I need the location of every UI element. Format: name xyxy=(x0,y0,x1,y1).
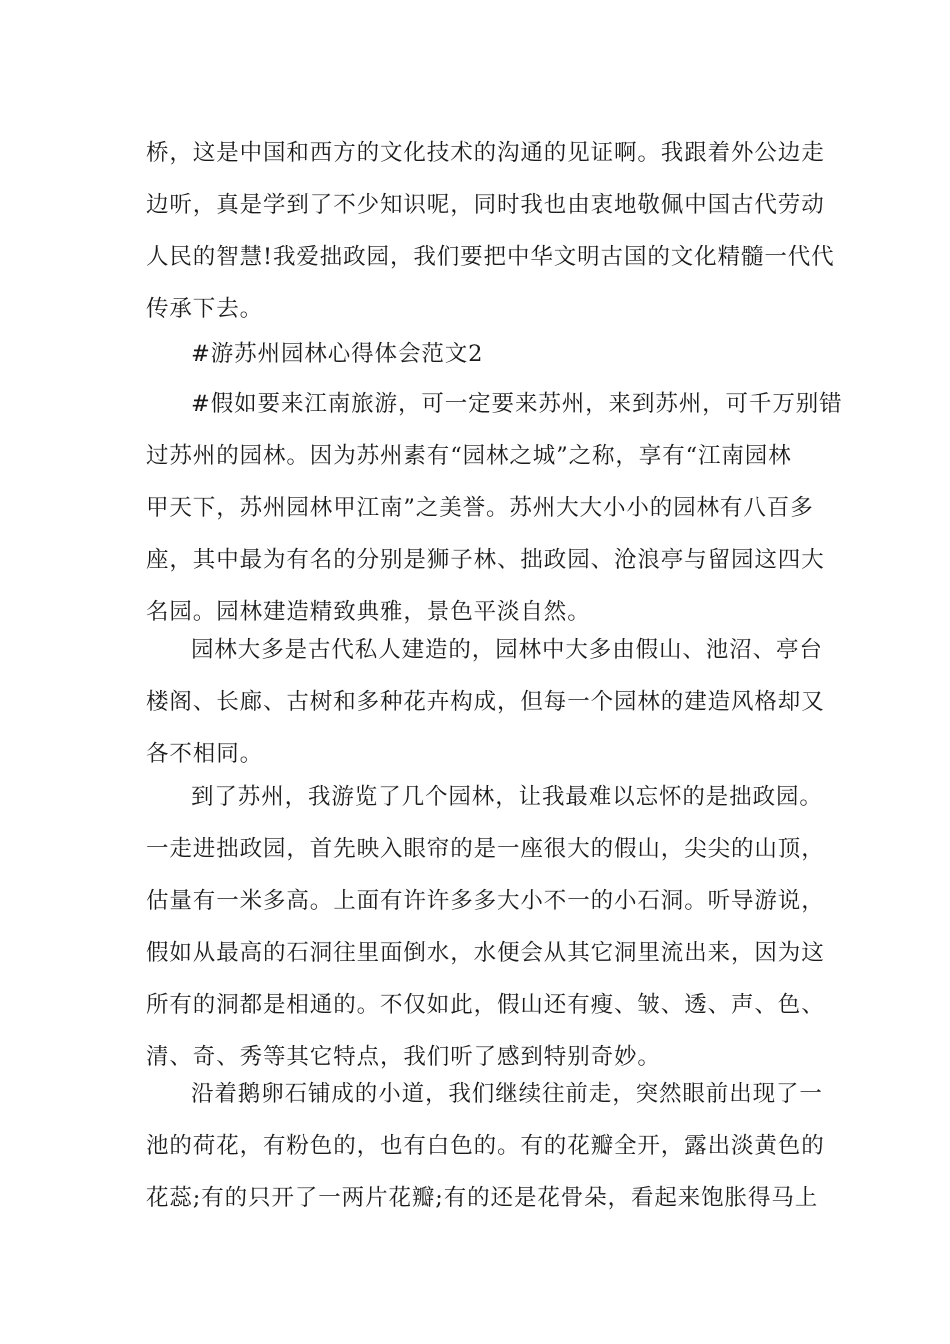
text-line: 甲天下，苏州园林甲江南”之美誉。苏州大大小小的园林有八百多 xyxy=(146,495,814,521)
section-heading: #游苏州园林心得体会范文2 xyxy=(191,341,484,367)
text-line: 园林大多是古代私人建造的，园林中大多由假山、池沼、亭台 xyxy=(191,637,823,663)
text-line: 边听，真是学到了不少知识呢，同时我也由衷地敬佩中国古代劳动 xyxy=(146,192,825,218)
text-line: 估量有一米多高。上面有许许多多大小不一的小石洞。听导游说， xyxy=(146,888,825,914)
paragraph-5 xyxy=(146,771,826,1083)
text-line: 到了苏州，我游览了几个园林，让我最难以忘怀的是拙政园。 xyxy=(191,784,823,810)
text-line: 花蕊;有的只开了一两片花瓣;有的还是花骨朵，看起来饱胀得马上 xyxy=(146,1185,819,1211)
text-line: 假如从最高的石洞往里面倒水，水便会从其它洞里流出来，因为这 xyxy=(146,940,825,966)
paragraph-3 xyxy=(146,378,843,638)
text-line: 池的荷花，有粉色的，也有白色的。有的花瓣全开，露出淡黄色的 xyxy=(146,1133,825,1159)
text-line: 一走进拙政园，首先映入眼帘的是一座很大的假山，尖尖的山顶， xyxy=(146,836,825,862)
text-line: 过苏州的园林。因为苏州素有“园林之城”之称，享有“江南园林 xyxy=(146,443,792,469)
text-line: 清、奇、秀等其它特点，我们听了感到特别奇妙。 xyxy=(146,1044,661,1070)
text-line: 沿着鹅卵石铺成的小道，我们继续往前走，突然眼前出现了一 xyxy=(191,1081,823,1107)
paragraph-4 xyxy=(146,624,826,780)
paragraph-1 xyxy=(146,127,835,335)
text-line: 楼阁、长廊、古树和多种花卉构成，但每一个园林的建造风格却又 xyxy=(146,689,825,715)
text-line: 所有的洞都是相通的。不仅如此，假山还有瘦、皱、透、声、色、 xyxy=(146,992,825,1018)
paragraph-6 xyxy=(146,1068,826,1224)
text-line: 各不相同。 xyxy=(146,741,264,767)
text-line: 名园。园林建造精致典雅，景色平淡自然。 xyxy=(146,599,591,625)
text-line: 座，其中最为有名的分别是狮子林、拙政园、沧浪亭与留园这四大 xyxy=(146,547,825,573)
text-line: #假如要来江南旅游，可一定要来苏州，来到苏州，可千万别错 xyxy=(191,391,843,417)
paragraph-2-heading xyxy=(146,328,826,380)
text-line: 桥，这是中国和西方的文化技术的沟通的见证啊。我跟着外公边走 xyxy=(146,140,825,166)
text-line: 传承下去。 xyxy=(146,296,264,322)
text-line: 人民的智慧!我爱拙政园，我们要把中华文明古国的文化精髓一代代 xyxy=(146,244,835,270)
